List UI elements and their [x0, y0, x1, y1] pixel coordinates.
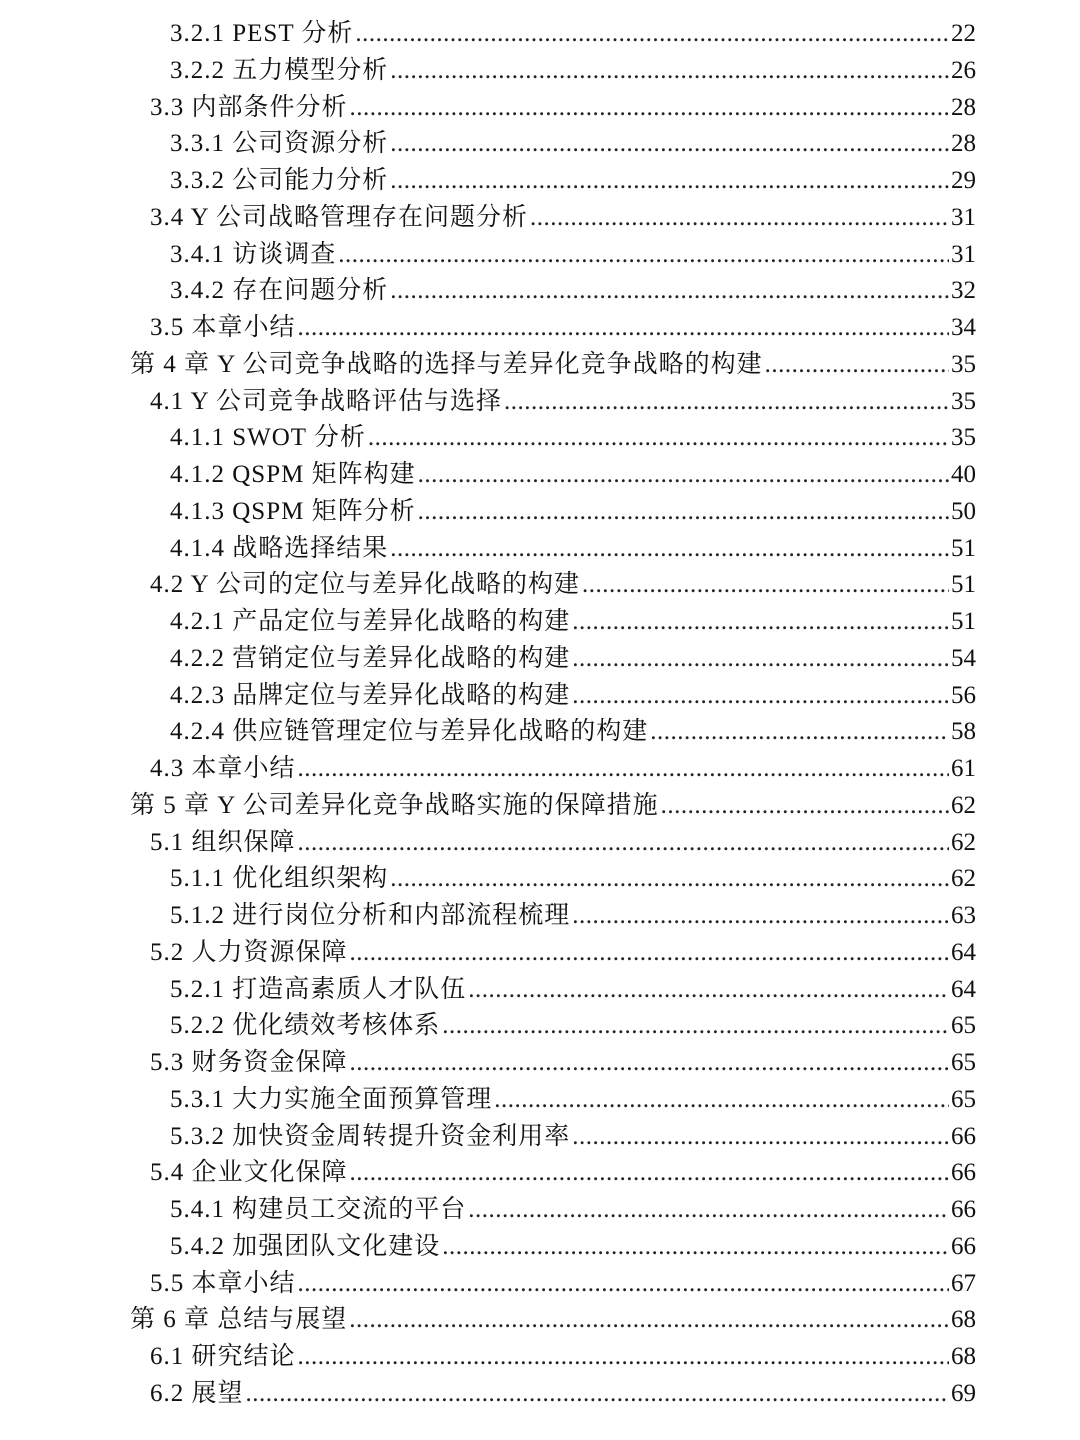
toc-entry-title: 3.3 内部条件分析	[150, 93, 348, 121]
toc-entry-page-number: 65	[951, 1085, 976, 1113]
toc-entry-page-number: 62	[951, 791, 976, 819]
toc-entry	[0, 273, 1080, 310]
toc-entry-title: 4.1.3 QSPM 矩阵分析	[170, 497, 416, 525]
toc-entry-title: 4.2 Y 公司的定位与差异化战略的构建	[150, 571, 580, 599]
toc-dot-leader	[349, 1302, 949, 1339]
toc-dot-leader	[350, 1045, 949, 1082]
toc-entry-page-number: 34	[951, 314, 976, 341]
toc-entry	[0, 1229, 1080, 1266]
toc-entry-title: 5.4 企业文化保障	[150, 1159, 348, 1187]
toc-entry-page-number: 62	[951, 828, 976, 856]
toc-dot-leader	[390, 531, 949, 568]
toc-entry-title: 第 6 章 总结与展望	[130, 1306, 348, 1334]
toc-entry	[0, 1192, 1080, 1229]
toc-entry	[0, 494, 1080, 531]
toc-entry	[0, 1376, 1080, 1413]
toc-entry	[0, 1045, 1080, 1082]
table-of-contents	[0, 16, 1080, 1413]
toc-entry	[0, 972, 1080, 1009]
toc-dot-leader	[298, 1339, 949, 1376]
toc-entry-title: 3.4.2 存在问题分析	[170, 277, 389, 305]
toc-entry-title: 5.3.2 加快资金周转提升资金利用率	[170, 1122, 571, 1150]
toc-dot-leader	[504, 384, 949, 421]
toc-dot-leader	[572, 678, 949, 715]
toc-entry	[0, 861, 1080, 898]
toc-entry	[0, 384, 1080, 421]
toc-dot-leader	[390, 126, 949, 163]
toc-entry-title: 5.2.1 打造高素质人才队伍	[170, 975, 467, 1003]
toc-entry-page-number: 56	[951, 681, 976, 709]
toc-entry	[0, 1082, 1080, 1119]
toc-dot-leader	[338, 237, 949, 274]
toc-entry-title: 5.3 财务资金保障	[150, 1049, 348, 1076]
toc-entry-page-number: 35	[951, 387, 976, 415]
toc-entry	[0, 788, 1080, 825]
toc-entry-title: 4.2.3 品牌定位与差异化战略的构建	[170, 681, 571, 709]
toc-entry	[0, 237, 1080, 274]
toc-entry-page-number: 50	[951, 497, 976, 525]
toc-dot-leader	[246, 1376, 949, 1413]
toc-entry-page-number: 68	[951, 1306, 976, 1334]
toc-entry-title: 6.2 展望	[150, 1379, 244, 1407]
toc-entry-title: 5.2 人力资源保障	[150, 938, 348, 966]
toc-entry	[0, 347, 1080, 384]
toc-dot-leader	[390, 163, 949, 200]
toc-dot-leader	[390, 861, 949, 898]
toc-entry-page-number: 51	[951, 534, 976, 562]
toc-entry-title: 4.1.4 战略选择结果	[170, 534, 389, 562]
toc-entry	[0, 16, 1080, 53]
toc-entry	[0, 1155, 1080, 1192]
toc-dot-leader	[572, 898, 949, 935]
toc-entry-title: 第 4 章 Y 公司竞争战略的选择与差异化竞争战略的构建	[130, 350, 763, 378]
toc-entry-page-number: 64	[951, 975, 976, 1003]
toc-entry-title: 5.1.2 进行岗位分析和内部流程梳理	[170, 902, 571, 929]
toc-dot-leader	[390, 53, 949, 90]
toc-entry-page-number: 29	[951, 167, 976, 194]
toc-entry	[0, 751, 1080, 788]
toc-dot-leader	[390, 273, 949, 310]
toc-entry	[0, 935, 1080, 972]
toc-dot-leader	[442, 1008, 949, 1045]
toc-entry-page-number: 35	[951, 350, 976, 378]
toc-dot-leader	[350, 935, 949, 972]
toc-dot-leader	[468, 972, 949, 1009]
toc-entry	[0, 531, 1080, 568]
toc-entry-page-number: 66	[951, 1159, 976, 1187]
toc-entry-page-number: 58	[951, 718, 976, 746]
toc-entry	[0, 310, 1080, 347]
toc-entry-title: 5.1.1 优化组织架构	[170, 865, 389, 893]
toc-dot-leader	[661, 788, 949, 825]
toc-entry-page-number: 66	[951, 1122, 976, 1150]
toc-entry-title: 3.2.1 PEST 分析	[170, 20, 354, 47]
toc-entry-page-number: 54	[951, 644, 976, 672]
toc-entry-title: 5.5 本章小结	[150, 1269, 296, 1297]
toc-dot-leader	[572, 641, 949, 678]
toc-entry-page-number: 62	[951, 865, 976, 893]
toc-dot-leader	[494, 1082, 949, 1119]
toc-entry-page-number: 64	[951, 938, 976, 966]
toc-dot-leader	[582, 567, 949, 604]
toc-entry-page-number: 28	[951, 93, 976, 121]
toc-entry	[0, 714, 1080, 751]
toc-entry-page-number: 32	[951, 277, 976, 305]
toc-entry	[0, 641, 1080, 678]
toc-dot-leader	[650, 714, 949, 751]
toc-entry-page-number: 51	[951, 608, 976, 635]
toc-entry-page-number: 31	[951, 240, 976, 268]
toc-entry-title: 5.4.1 构建员工交流的平台	[170, 1196, 467, 1223]
toc-entry	[0, 90, 1080, 127]
toc-entry-page-number: 68	[951, 1343, 976, 1370]
toc-entry	[0, 420, 1080, 457]
toc-entry-page-number: 22	[951, 20, 976, 47]
toc-entry-title: 3.5 本章小结	[150, 314, 296, 341]
toc-entry-title: 第 5 章 Y 公司差异化竞争战略实施的保障措施	[130, 791, 659, 819]
toc-entry-page-number: 31	[951, 203, 976, 231]
toc-entry-page-number: 28	[951, 130, 976, 158]
toc-entry-page-number: 26	[951, 56, 976, 84]
toc-entry	[0, 604, 1080, 641]
toc-entry	[0, 1266, 1080, 1303]
toc-entry	[0, 200, 1080, 237]
toc-entry	[0, 1008, 1080, 1045]
toc-entry-page-number: 69	[951, 1379, 976, 1407]
toc-entry	[0, 53, 1080, 90]
toc-entry-title: 4.1.1 SWOT 分析	[170, 424, 366, 452]
toc-dot-leader	[298, 1266, 949, 1303]
toc-dot-leader	[298, 751, 949, 788]
toc-entry	[0, 898, 1080, 935]
toc-entry-title: 4.1.2 QSPM 矩阵构建	[170, 461, 416, 488]
toc-entry-title: 4.2.4 供应链管理定位与差异化战略的构建	[170, 718, 649, 746]
toc-entry-page-number: 66	[951, 1232, 976, 1260]
toc-entry	[0, 126, 1080, 163]
toc-entry-page-number: 65	[951, 1012, 976, 1040]
toc-dot-leader	[572, 604, 949, 641]
toc-entry-title: 5.3.1 大力实施全面预算管理	[170, 1085, 493, 1113]
toc-entry-title: 4.2.2 营销定位与差异化战略的构建	[170, 644, 571, 672]
toc-entry-title: 5.1 组织保障	[150, 828, 296, 856]
toc-entry	[0, 567, 1080, 604]
toc-dot-leader	[418, 457, 949, 494]
toc-entry-title: 4.2.1 产品定位与差异化战略的构建	[170, 608, 571, 635]
toc-entry-page-number: 66	[951, 1196, 976, 1223]
toc-entry-title: 3.4.1 访谈调查	[170, 240, 337, 268]
toc-entry-title: 5.2.2 优化绩效考核体系	[170, 1012, 441, 1040]
toc-entry-title: 3.3.2 公司能力分析	[170, 167, 389, 194]
toc-dot-leader	[418, 494, 949, 531]
toc-entry-page-number: 35	[951, 424, 976, 452]
toc-entry-title: 4.3 本章小结	[150, 755, 296, 782]
toc-dot-leader	[368, 420, 949, 457]
toc-dot-leader	[468, 1192, 949, 1229]
toc-entry	[0, 678, 1080, 715]
toc-entry	[0, 1119, 1080, 1156]
toc-dot-leader	[298, 825, 949, 862]
toc-entry	[0, 1302, 1080, 1339]
toc-dot-leader	[442, 1229, 949, 1266]
toc-entry-page-number: 61	[951, 755, 976, 782]
toc-entry-page-number: 65	[951, 1049, 976, 1076]
toc-entry-title: 3.2.2 五力模型分析	[170, 56, 389, 84]
toc-entry-title: 6.1 研究结论	[150, 1343, 296, 1370]
toc-entry	[0, 1339, 1080, 1376]
toc-entry-page-number: 63	[951, 902, 976, 929]
toc-entry-title: 4.1 Y 公司竞争战略评估与选择	[150, 387, 502, 415]
toc-entry	[0, 457, 1080, 494]
toc-entry-page-number: 51	[951, 571, 976, 599]
toc-entry	[0, 825, 1080, 862]
toc-entry-page-number: 67	[951, 1269, 976, 1297]
toc-dot-leader	[350, 1155, 949, 1192]
toc-dot-leader	[298, 310, 949, 347]
toc-dot-leader	[350, 90, 949, 127]
toc-dot-leader	[355, 16, 949, 53]
toc-dot-leader	[765, 347, 949, 384]
toc-entry-page-number: 40	[951, 461, 976, 488]
toc-dot-leader	[572, 1119, 949, 1156]
toc-entry	[0, 163, 1080, 200]
toc-entry-title: 3.3.1 公司资源分析	[170, 130, 389, 158]
toc-dot-leader	[530, 200, 949, 237]
toc-entry-title: 5.4.2 加强团队文化建设	[170, 1232, 441, 1260]
toc-entry-title: 3.4 Y 公司战略管理存在问题分析	[150, 203, 528, 231]
